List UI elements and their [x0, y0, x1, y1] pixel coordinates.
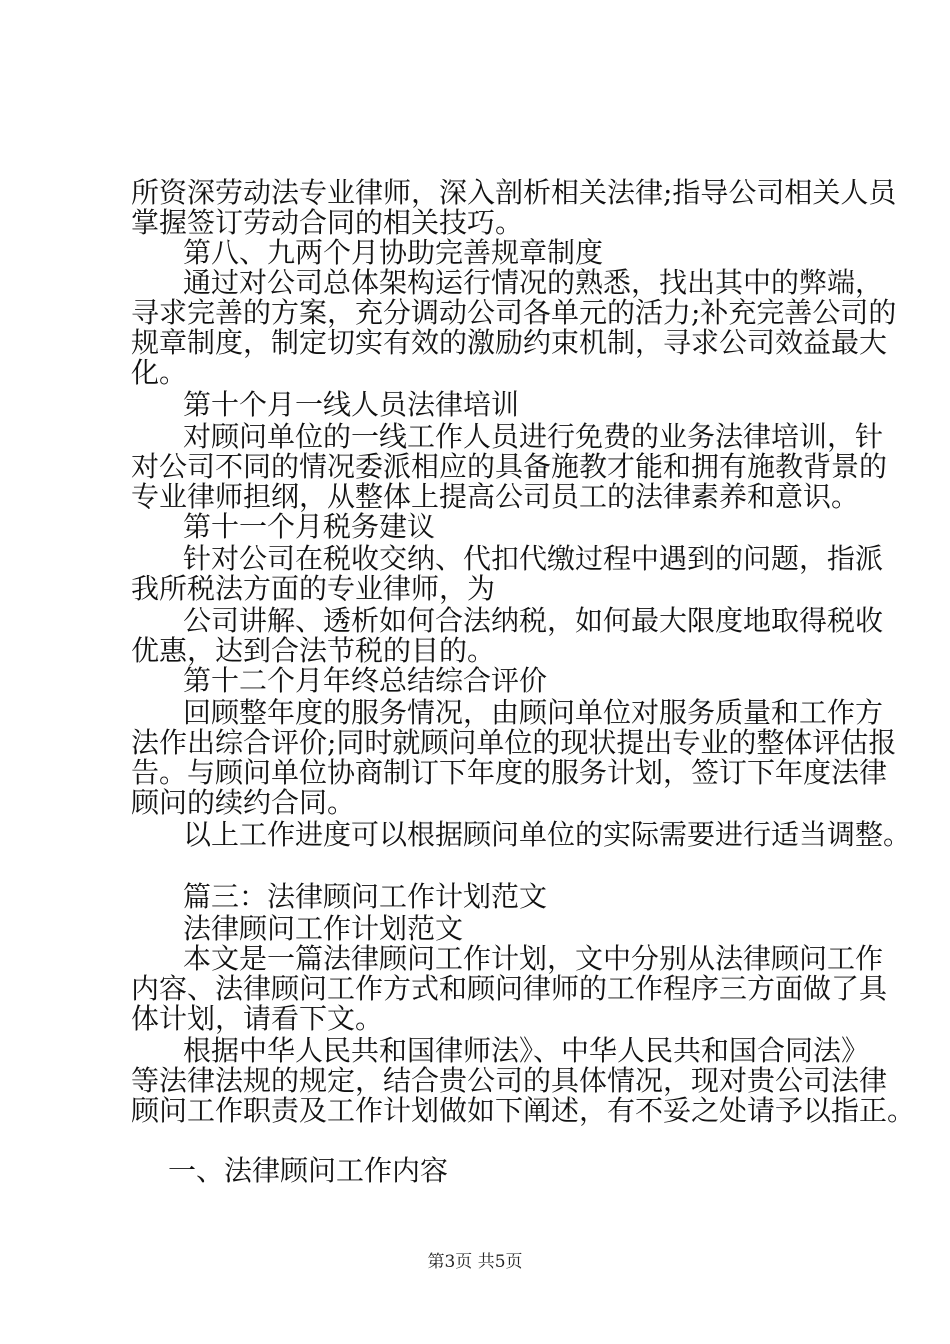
text-line-13: 针对公司在税收交纳、代扣代缴过程中遇到的问题，指派	[183, 542, 884, 575]
chapter-heading-part-three: 篇三：法律顾问工作计划范文	[183, 880, 548, 913]
text-line-9: 对顾问单位的一线工作人员进行免费的业务法律培训，针	[183, 420, 884, 453]
text-line-26: 内容、法律顾问工作方式和顾问律师的工作程序三方面做了具	[131, 972, 888, 1005]
section-heading-month-10: 第十个月一线人员法律培训	[183, 388, 520, 421]
section-heading-month-11: 第十一个月税务建议	[183, 510, 436, 543]
section-heading-month-12: 第十二个月年终总结综合评价	[183, 664, 548, 697]
text-line-27: 体计划，请看下文。	[131, 1002, 384, 1035]
text-line-1: 所资深劳动法专业律师，深入剖析相关法律;指导公司相关人员	[131, 176, 897, 209]
text-line-14: 我所税法方面的专业律师，为	[131, 572, 496, 605]
text-line-28: 根据中华人民共和国律师法》、中华人民共和国合同法》	[183, 1034, 870, 1067]
text-line-10: 对公司不同的情况委派相应的具备施教才能和拥有施教背景的	[131, 450, 888, 483]
section-heading-months-8-9: 第八、九两个月协助完善规章制度	[183, 236, 604, 269]
text-line-16: 优惠，达到合法节税的目的。	[131, 634, 496, 667]
text-line-4: 通过对公司总体架构运行情况的熟悉，找出其中的弊端，	[183, 266, 884, 299]
text-line-19: 法作出综合评价;同时就顾问单位的现状提出专业的整体评估报	[131, 726, 897, 759]
article-title: 法律顾问工作计划范文	[183, 912, 464, 945]
text-line-20: 告。与顾问单位协商制订下年度的服务计划，签订下年度法律	[131, 756, 888, 789]
text-line-21: 顾问的续约合同。	[131, 786, 356, 819]
text-line-2: 掌握签订劳动合同的相关技巧。	[131, 206, 524, 239]
text-line-7: 化。	[131, 356, 188, 389]
section-heading-legal-advisor-content: 一、法律顾问工作内容	[168, 1154, 449, 1187]
text-line-30: 顾问工作职责及工作计划做如下阐述，有不妥之处请予以指正。	[131, 1094, 916, 1127]
text-line-5: 寻求完善的方案，充分调动公司各单元的活力;补充完善公司的	[131, 296, 897, 329]
text-line-6: 规章制度，制定切实有效的激励约束机制，寻求公司效益最大	[131, 326, 888, 359]
text-line-25: 本文是一篇法律顾问工作计划，文中分别从法律顾问工作	[183, 942, 884, 975]
text-line-29: 等法律法规的规定，结合贵公司的具体情况，现对贵公司法律	[131, 1064, 888, 1097]
text-line-11: 专业律师担纲，从整体上提高公司员工的法律素养和意识。	[131, 480, 860, 513]
page-number-footer: 第3页 共5页	[427, 1252, 523, 1272]
text-line-15: 公司讲解、透析如何合法纳税，如何最大限度地取得税收	[183, 604, 884, 637]
text-line-22: 以上工作进度可以根据顾问单位的实际需要进行适当调整。	[183, 818, 912, 851]
text-line-18: 回顾整年度的服务情况，由顾问单位对服务质量和工作方	[183, 696, 884, 729]
